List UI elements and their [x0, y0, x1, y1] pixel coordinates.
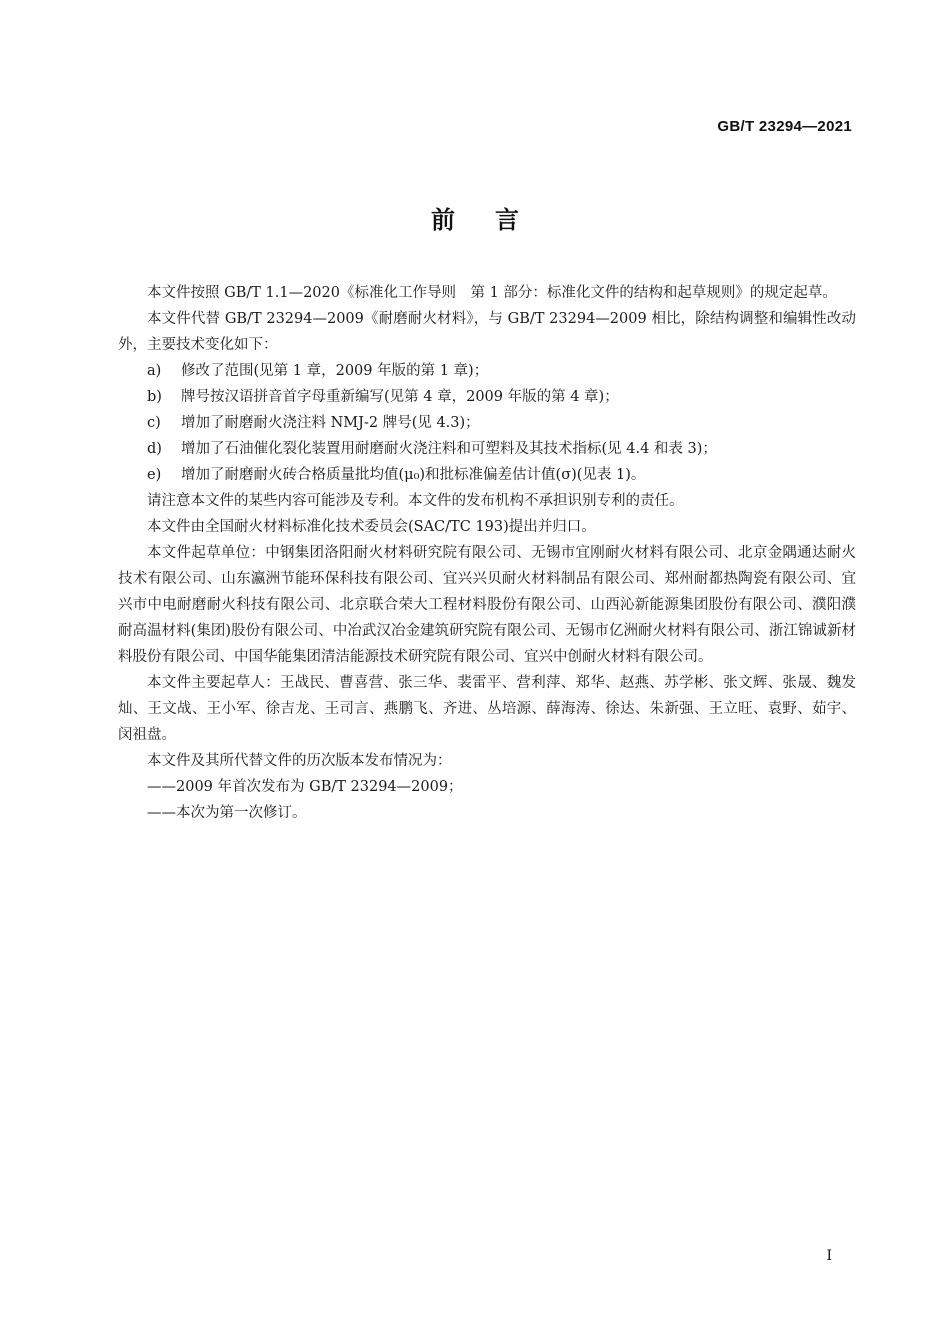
list-marker: b) — [147, 389, 162, 405]
list-item — [118, 436, 856, 462]
technical-changes-list — [118, 358, 856, 488]
paragraph-replacement: 本文件代替 GB/T 23294—2009《耐磨耐火材料》，与 GB/T 23294—2009 相比，除结构调整和编辑性改动外，主要技术变化如下： — [118, 311, 856, 353]
list-item — [118, 384, 856, 410]
list-item — [118, 462, 856, 488]
list-item — [118, 358, 856, 384]
page-title: 前言 — [431, 206, 559, 234]
list-marker: d) — [147, 441, 162, 457]
paragraph-version-history: 本文件及其所代替文件的历次版本发布情况为： — [147, 753, 452, 769]
paragraph-drafting-rules: 本文件按照 GB/T 1.1—2020《标准化工作导则 第 1 部分：标准化文件的结构和起草规则》的规定起草。 — [147, 285, 837, 301]
paragraph-committee: 本文件由全国耐火材料标准化技术委员会(SAC/TC 193)提出并归口。 — [147, 519, 596, 535]
list-text: 增加了石油催化裂化装置用耐磨耐火浇注料和可塑料及其技术指标(见 4.4 和表 3)； — [181, 441, 717, 457]
history-item: ——2009 年首次发布为 GB/T 23294—2009； — [147, 779, 463, 795]
list-text: 增加了耐磨耐火浇注料 NMJ-2 牌号(见 4.3)； — [181, 415, 480, 431]
list-marker: c) — [147, 415, 161, 431]
paragraph-drafting-units: 本文件起草单位：中钢集团洛阳耐火材料研究院有限公司、无锡市宜刚耐火材料有限公司、北京金隅通达耐火技术有限公司、山东瀛洲节能环保科技有限公司、宜兴兴贝耐火材料制品有限公司、郑州耐都热陶瓷有限公司、宜兴市中电耐磨耐火科技有限公司、北京联合荣大工程材料股份有限公司、山西沁新能源集团股份有限公司、濮阳濮耐高温材料(集团)股份有限公司、中冶武汉冶金建筑研究院有限公司、无锡市亿洲耐火材料有限公司、浙江锦诚新材料股份有限公司、中国华能集团清洁能源技术研究院有限公司、宜兴中创耐火材料有限公司。 — [118, 545, 856, 665]
list-text: 牌号按汉语拼音首字母重新编写(见第 4 章，2009 年版的第 4 章)； — [181, 389, 619, 405]
paragraph-drafters: 本文件主要起草人：王战民、曹喜营、张三华、裴雷平、营利萍、郑华、赵燕、苏学彬、张文辉、张晟、魏发灿、王文战、王小军、徐吉龙、王司言、燕鹏飞、齐进、丛培源、薛海涛、徐达、朱新强、王立旺、袁野、茹宇、闵祖盘。 — [118, 675, 856, 743]
list-marker: e) — [147, 467, 162, 483]
list-text: 增加了耐磨耐火砖合格质量批均值(μ₀)和批标准偏差估计值(σ)(见表 1)。 — [181, 467, 646, 483]
foreword-body — [118, 280, 856, 826]
list-text: 修改了范围(见第 1 章，2009 年版的第 1 章)； — [181, 363, 489, 379]
list-marker: a) — [147, 363, 162, 379]
list-item — [118, 410, 856, 436]
standard-code: GB/T 23294—2021 — [717, 118, 852, 135]
page-number: I — [826, 1248, 832, 1264]
paragraph-patent-notice: 请注意本文件的某些内容可能涉及专利。本文件的发布机构不承担识别专利的责任。 — [147, 493, 684, 509]
history-item: ——本次为第一次修订。 — [147, 805, 307, 821]
